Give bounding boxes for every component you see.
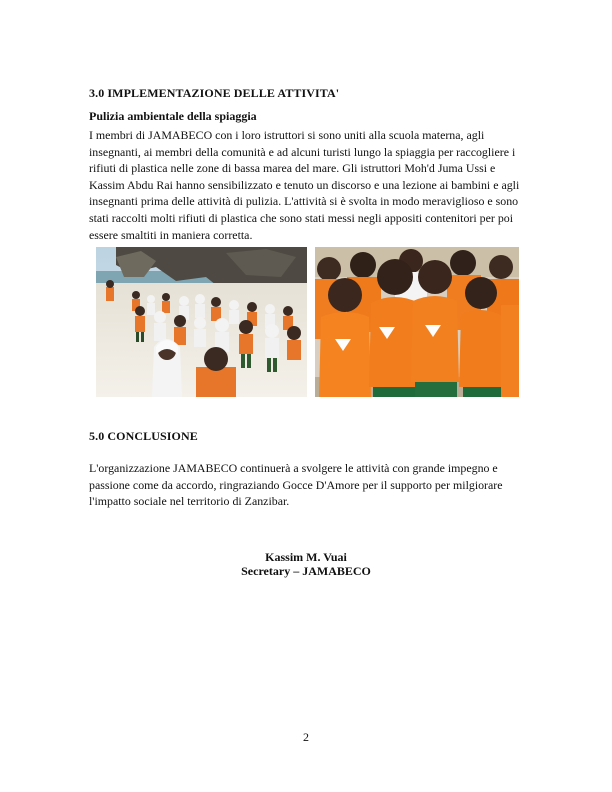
signature-title: Secretary – JAMABECO <box>241 564 371 578</box>
page-number: 2 <box>303 730 309 744</box>
section-heading-conclusione: 5.0 CONCLUSIONE <box>89 429 198 443</box>
children-orange-uniforms-photo <box>315 247 519 397</box>
signature-name: Kassim M. Vuai <box>265 550 347 564</box>
paragraph-implementazione: I membri di JAMABECO con i loro istruttori si sono uniti alla scuola materna, agli insegnanti, ai membri della comunità e ad alcuni turisti lungo la spiaggia per raccogliere i rifiuti di plastica nelle zone di bassa marea del mare. Gli istruttori Moh'd Juma Ussi e Kassim Abdu Rai hanno sensibilizzato e tenuto un discorso e una lezione ai bambini e agli insegnanti prima delle attività di pulizia. L'attività si è svolta in modo meraviglioso e sono stati raccolti molti rifiuti di plastica che sono stati messi negli appositi contenitori per poi essere smaltiti in maniera corretta. <box>89 128 520 242</box>
section-heading-implementazione: 3.0 IMPLEMENTAZIONE DELLE ATTIVITA' <box>89 86 340 100</box>
beach-scene-illustration <box>96 247 307 397</box>
children-group-illustration <box>315 247 519 397</box>
paragraph-conclusione: L'organizzazione JAMABECO continuerà a svolgere le attività con grande impegno e passione come da accordo, ringraziando Gocce D'Amore per il supporto per milgiorare l'impatto sociale nel territorio di Zanzibar. <box>89 461 503 509</box>
subheading-pulizia: Pulizia ambientale della spiaggia <box>89 109 257 123</box>
beach-cleanup-photo <box>96 247 307 397</box>
